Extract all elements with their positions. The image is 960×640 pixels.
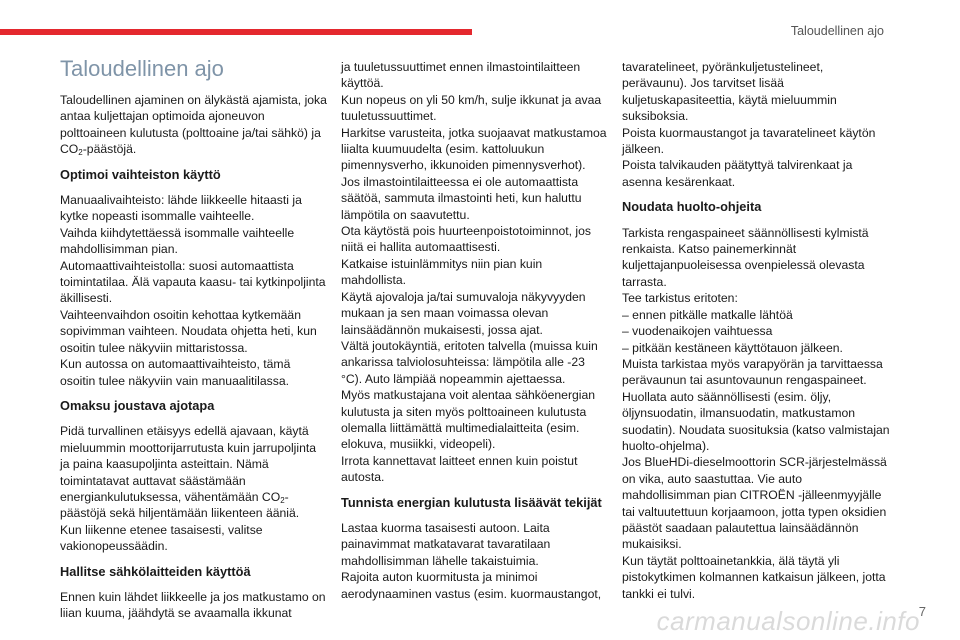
running-header: Taloudellinen ajo (790, 24, 884, 38)
paragraph: Ennen kuin lähdet liikkeelle ja jos matkustamo on liian kuuma, jäähdytä se avaamalla ikkunat (60, 589, 326, 621)
paragraph: Kun liikenne etenee tasaisesti, valitse vakionopeussäädin. (60, 522, 263, 554)
column-1 (60, 50, 328, 622)
paragraph: Vaihda kiihdytettäessä isommalle vaihteelle mahdollisimman pian. (60, 225, 295, 257)
column-3 (622, 59, 890, 602)
paragraph: Vaihteenvaihdon osoitin kehottaa kytkemään sopivimman vaihteen. Noudata ohjetta heti, kun osoitin tulee näkyviin mittaristossa. (60, 307, 317, 355)
page-number: 7 (918, 604, 926, 619)
list-item: – vuodenaikojen vaihtuessa (622, 323, 890, 339)
heading-smooth-driving: Omaksu joustava ajotapa (60, 397, 215, 413)
paragraph: Tee tarkistus eritoten: (622, 291, 738, 306)
paragraph: Huollata auto säännöllisesti (esim. öljy, öljynsuodatin, ilmansuodatin, matkustamon suodatin). Noudata suosituksia (katso valmistajan huolto-ohjelma). (622, 389, 890, 453)
paragraph: Tarkista rengaspaineet säännöllisesti kylmistä renkaista. Katso painemerkinnät kuljettajanpuoleisessa ovenpielessä olevasta tarrasta. (622, 225, 869, 289)
header-accent-bar (0, 29, 472, 35)
list-item: – ennen pitkälle matkalle lähtöä (622, 307, 890, 323)
checklist (622, 307, 890, 356)
paragraph: tavaratelineet, pyöränkuljetustelineet, perävaunu). Jos tarvitset lisää kuljetuskapasiteettia, käytä mieluummin suksiboksia. (622, 60, 837, 124)
paragraph: Myös matkustajana voit alentaa sähköenergian kulutusta ja siten myös polttoaineen kulutusta olemalla liittämättä multimedialaitteita (esim. elokuva, musiikki, videopeli). (341, 388, 596, 452)
heading-gear: Optimoi vaihteiston käyttö (60, 166, 221, 182)
paragraph: Manuaalivaihteisto: lähde liikkeelle hitaasti ja kytke nopeasti isommalle vaihteelle. (60, 193, 302, 224)
paragraph: Kun täytät polttoainetankkia, älä täytä yli pistokytkimen kolmannen katkaisun jälkeen, jotta tankki ei tulvi. (622, 553, 886, 601)
paragraph: Jos ilmastointilaitteessa ei ole automaattista säätöä, sammuta ilmastointi heti, kun haluttu lämpötila on saavutettu. (341, 174, 582, 222)
paragraph: Automaattivaihteistolla: suosi automaattista toimintatilaa. Älä vapauta kaasu- tai kytkinpoljinta äkillisesti. (60, 258, 326, 306)
heading-electric: Hallitse sähkölaitteiden käyttöä (60, 563, 251, 579)
paragraph: Jos BlueHDi-dieselmoottorin SCR-järjestelmässä on vika, auto saastuttaa. Vie auto mahdollisimman pian CITROËN -jälleenmyyjälle tai valtuutettuun korjaamoon, jotta typen oksidien päästöt saadaan palautettua lainsäädännön mukaisiksi. (622, 455, 887, 552)
paragraph: Katkaise istuinlämmitys niin pian kuin mahdollista. (341, 256, 543, 288)
list-item: – pitkään kestäneen käyttötauon jälkeen. (622, 340, 890, 356)
paragraph: Käytä ajovaloja ja/tai sumuvaloja näkyvyyden mukaan ja sen maan voimassa olevan lainsäädännön mukaisesti, jossa ajat. (341, 289, 586, 337)
paragraph: Rajoita auton kuormitusta ja minimoi aerodynaaminen vastus (esim. kuormaustangot, (341, 570, 602, 601)
paragraph: Kun nopeus on yli 50 km/h, sulje ikkunat ja avaa tuuletussuuttimet. (341, 92, 602, 124)
paragraph: Harkitse varusteita, jotka suojaavat matkustamoa liialta kuumuudelta (esim. kattoluukun pimennysverho, ikkunoiden pimennysverhot). (341, 125, 607, 173)
paragraph: Poista talvikauden päätyttyä talvirenkaat ja asenna kesärenkaat. (622, 158, 853, 189)
paragraph: Vältä joutokäyntiä, eritoten talvella (muissa kuin ankarissa talviolosuhteissa: lämpötila alle -23 °C). Auto lämpiää nopeammin ajettaessa. (341, 338, 598, 386)
heading-maintenance: Noudata huolto-ohjeita (622, 199, 762, 215)
paragraph: Poista kuormaustangot ja tavaratelineet käytön jälkeen. (622, 125, 876, 157)
heading-energy-factors: Tunnista energian kulutusta lisäävät tekijät (341, 494, 602, 510)
paragraph: Pidä turvallinen etäisyys edellä ajavaan, käytä mieluummin moottorijarrutusta kuin jarrupoljinta ja paina kaasupoljinta asteittain. Nämä toimintatavat auttavat säästämään energiankulutuksessa, vähentämään $CO_2$-päästöjä sekä hiljentämään liikenteen ääniä. (60, 424, 317, 521)
paragraph: Kun autossa on automaattivaihteisto, tämä osoitin tulee näkyviin vain manuaalitilassa. (60, 357, 291, 388)
paragraph: Irrota kannettavat laitteet ennen kuin poistut autosta. (341, 453, 578, 485)
column-2 (341, 59, 609, 602)
paragraph: Lastaa kuorma tasaisesti autoon. Laita painavimmat matkatavarat tavaratilaan mahdollisimman lähelle takaistuimia. (341, 520, 551, 568)
watermark: carmanualsonline.info (656, 606, 920, 636)
paragraph: Muista tarkistaa myös varapyörän ja tarvittaessa perävaunun tai asuntovaunun rengaspaineet. (622, 356, 883, 388)
paragraph: Ota käytöstä pois huurteenpoistotoiminnot, jos niitä ei hallita automaattisesti. (341, 224, 591, 255)
intro-paragraph: Taloudellinen ajaminen on älykästä ajamista, joka antaa kuljettajan optimoida ajoneuvon polttoaineen kulutusta (polttoaine ja/tai sähkö) ja $CO_2$-päästöjä. (60, 93, 327, 158)
paragraph: ja tuuletussuuttimet ennen ilmastointilaitteen käyttöä. (341, 60, 581, 91)
page-title: Taloudellinen ajo (60, 56, 224, 81)
